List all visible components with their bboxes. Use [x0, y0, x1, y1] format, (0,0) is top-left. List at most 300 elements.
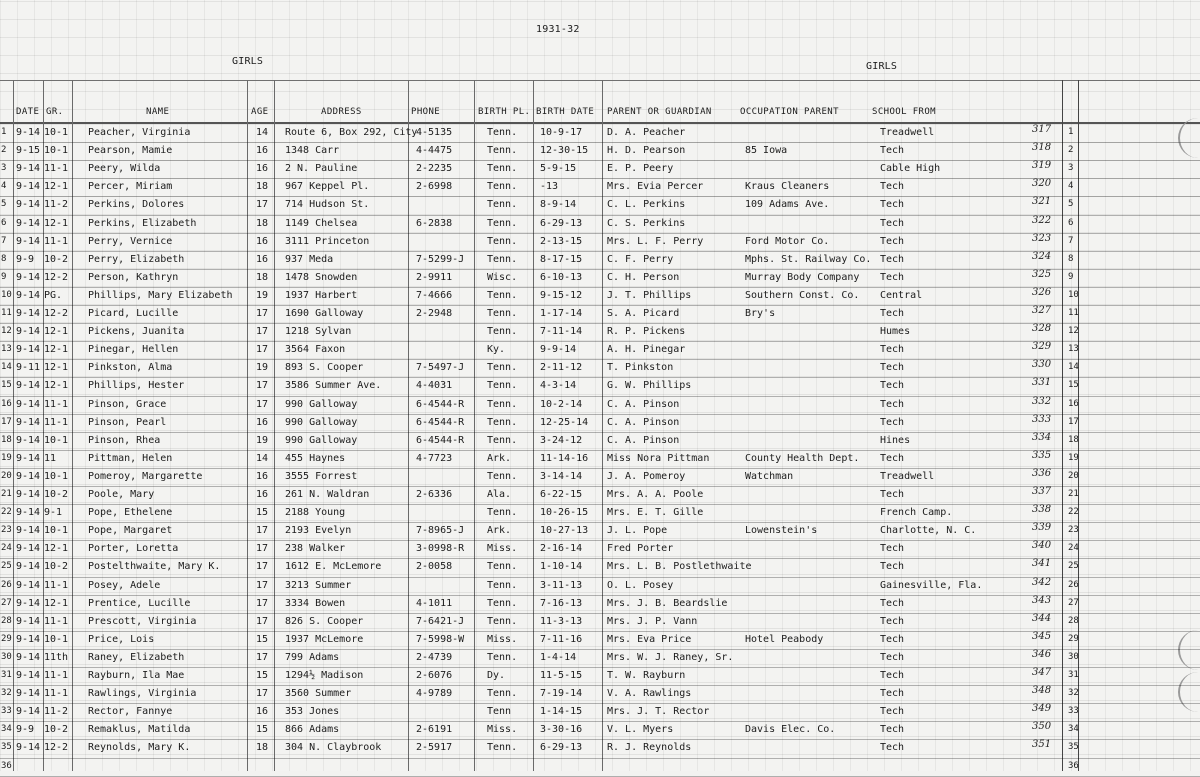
row-number: 14	[1, 362, 12, 373]
address-cell: 3111 Princeton	[285, 235, 370, 247]
row-number-right: 34	[1068, 724, 1079, 735]
register-number-cell: 334	[1032, 431, 1052, 443]
register-number-cell: 329	[1032, 341, 1052, 353]
age-cell: 17	[256, 597, 269, 609]
table-row	[0, 359, 1200, 377]
row-number-right: 10	[1068, 289, 1079, 300]
parent-cell: C. A. Pinson	[607, 434, 680, 446]
school-from-cell: Tech	[880, 181, 905, 193]
birth-place-cell: Ky.	[487, 344, 506, 356]
register-number-cell: 324	[1032, 250, 1052, 262]
date-cell: 9-14	[16, 271, 41, 283]
occupation-cell: Watchman	[745, 470, 794, 482]
birth-place-cell: Tenn.	[487, 253, 518, 265]
parent-cell: C. S. Perkins	[607, 217, 686, 229]
address-cell: 2 N. Pauline	[285, 163, 358, 175]
col-header-occupation: OCCUPATION PARENT	[740, 107, 839, 117]
grade-cell: 11-1	[44, 398, 69, 410]
phone-cell: 2-4739	[416, 651, 453, 663]
date-cell: 9-14	[16, 217, 41, 229]
name-cell: Phillips, Hester	[88, 380, 185, 392]
birth-date-cell: 12-25-14	[540, 416, 589, 428]
table-row	[0, 540, 1200, 558]
col-header-birth-date: BIRTH DATE	[536, 107, 595, 117]
table-row	[0, 196, 1200, 214]
row-number: 6	[1, 217, 7, 228]
address-cell: 238 Walker	[285, 543, 346, 555]
grade-cell: 9-1	[44, 507, 63, 519]
age-cell: 17	[256, 398, 269, 410]
date-cell: 9-14	[16, 416, 41, 428]
birth-place-cell: Tenn	[487, 706, 512, 718]
register-number-cell: 349	[1032, 703, 1052, 715]
register-number-cell: 326	[1032, 286, 1052, 298]
parent-cell: J. T. Phillips	[607, 289, 692, 301]
name-cell: Perry, Vernice	[88, 235, 173, 247]
birth-place-cell: Tenn.	[487, 579, 518, 591]
age-cell: 15	[256, 670, 269, 681]
parent-cell: J. L. Pope	[607, 525, 668, 537]
date-cell: 9-14	[16, 235, 41, 247]
address-cell: 866 Adams	[285, 724, 340, 736]
phone-cell: 2-5917	[416, 742, 453, 754]
date-cell: 9-14	[16, 615, 41, 627]
row-number-right: 6	[1068, 217, 1074, 228]
row-number: 24	[1, 543, 12, 554]
age-cell: 19	[256, 362, 269, 374]
row-number-right: 4	[1068, 181, 1074, 192]
parent-cell: Mrs. Eva Price	[607, 633, 692, 645]
name-cell: Raney, Elizabeth	[88, 651, 185, 663]
date-cell: 9-9	[16, 253, 35, 265]
name-cell: Pinson, Rhea	[88, 434, 161, 446]
name-cell: Price, Lois	[88, 633, 155, 645]
phone-cell: 2-6998	[416, 181, 453, 193]
table-row	[0, 631, 1200, 649]
age-cell: 14	[256, 452, 269, 464]
name-cell: Pinson, Pearl	[88, 416, 167, 428]
grade-cell: 12-1	[44, 380, 69, 392]
phone-cell: 7-5497-J	[416, 362, 465, 374]
name-cell: Reynolds, Mary K.	[88, 742, 191, 754]
row-rule	[0, 776, 1200, 777]
table-row	[0, 649, 1200, 667]
row-number: 35	[1, 742, 12, 753]
row-number-right: 16	[1068, 398, 1079, 409]
school-from-cell: Tech	[880, 452, 905, 464]
grade-cell: 10-1	[44, 525, 69, 537]
address-cell: 1612 E. McLemore	[285, 561, 382, 573]
row-number-right: 29	[1068, 633, 1079, 644]
birth-place-cell: Tenn.	[487, 507, 518, 519]
register-number-cell: 351	[1032, 739, 1052, 751]
school-from-cell: Central	[880, 289, 923, 301]
grade-cell: 10-2	[44, 253, 69, 265]
row-number: 36	[1, 760, 12, 771]
row-number-right: 18	[1068, 434, 1079, 445]
row-number: 19	[1, 452, 12, 463]
grade-cell: 12-2	[44, 742, 69, 754]
col-header-date: DATE	[16, 107, 40, 117]
parent-cell: Mrs. J. P. Vann	[607, 615, 698, 627]
row-number-right: 32	[1068, 688, 1079, 699]
row-number: 16	[1, 398, 12, 409]
table-row	[0, 758, 1200, 776]
row-number-right: 26	[1068, 579, 1079, 590]
table-row	[0, 305, 1200, 323]
row-number-right: 11	[1068, 308, 1079, 318]
school-from-cell: French Camp.	[880, 507, 953, 519]
row-number: 7	[1, 235, 7, 246]
school-from-cell: Hines	[880, 434, 911, 446]
table-row	[0, 558, 1200, 576]
row-number: 11	[1, 308, 12, 318]
school-from-cell: Tech	[880, 199, 905, 211]
birth-place-cell: Tenn.	[487, 416, 518, 428]
school-from-cell: Tech	[880, 597, 905, 609]
school-from-cell: Tech	[880, 308, 905, 319]
header-top-rule	[0, 80, 1200, 81]
school-from-cell: Charlotte, N. C.	[880, 525, 977, 537]
birth-date-cell: 2-16-14	[540, 543, 583, 555]
row-number-right: 27	[1068, 597, 1079, 608]
date-cell: 9-14	[16, 633, 41, 645]
date-cell: 9-14	[16, 688, 41, 700]
school-from-cell: Tech	[880, 688, 905, 700]
age-cell: 17	[256, 543, 269, 555]
address-cell: 1348 Carr	[285, 145, 340, 157]
table-row	[0, 432, 1200, 450]
birth-date-cell: 10-26-15	[540, 507, 589, 519]
date-cell: 9-14	[16, 597, 41, 609]
name-cell: Pearson, Mamie	[88, 145, 173, 157]
birth-place-cell: Ark.	[487, 452, 512, 464]
address-cell: 1218 Sylvan	[285, 326, 352, 338]
row-number-right: 24	[1068, 543, 1079, 554]
date-cell: 9-14	[16, 579, 41, 591]
table-row	[0, 450, 1200, 468]
row-number-right: 17	[1068, 416, 1079, 427]
birth-date-cell: 12-30-15	[540, 145, 589, 157]
name-cell: Porter, Loretta	[88, 543, 179, 555]
birth-date-cell: 8-9-14	[540, 199, 577, 211]
name-cell: Postelthwaite, Mary K.	[88, 561, 221, 573]
name-cell: Prescott, Virginia	[88, 615, 197, 627]
parent-cell: Mrs. J. B. Beardslie	[607, 597, 728, 609]
row-number: 13	[1, 344, 12, 355]
school-from-cell: Tech	[880, 398, 905, 410]
parent-cell: R. J. Reynolds	[607, 742, 692, 754]
table-row	[0, 667, 1200, 685]
address-cell: 304 N. Claybrook	[285, 742, 382, 754]
name-cell: Peacher, Virginia	[88, 127, 191, 138]
age-cell: 17	[256, 380, 269, 392]
birth-date-cell: 1-10-14	[540, 561, 583, 573]
phone-cell: 3-0998-R	[416, 543, 465, 555]
occupation-cell: 85 Iowa	[745, 145, 788, 157]
table-row	[0, 703, 1200, 721]
row-number: 30	[1, 651, 12, 662]
col-header-birth-place: BIRTH PL.	[478, 107, 531, 117]
occupation-cell: Southern Const. Co.	[745, 289, 860, 301]
register-number-cell: 338	[1032, 504, 1052, 516]
row-number: 2	[1, 145, 7, 156]
date-cell: 9-14	[16, 651, 41, 663]
row-number-right: 20	[1068, 470, 1079, 481]
row-number-right: 19	[1068, 452, 1079, 463]
col-header-parent: PARENT OR GUARDIAN	[607, 107, 712, 117]
name-cell: Posey, Adele	[88, 579, 161, 591]
birth-date-cell: 1-4-14	[540, 651, 577, 663]
name-cell: Pomeroy, Margarette	[88, 470, 203, 482]
row-number-right: 36	[1068, 760, 1079, 771]
birth-date-cell: 6-22-15	[540, 489, 583, 500]
parent-cell: C. F. Perry	[607, 253, 674, 265]
name-cell: Pinson, Grace	[88, 398, 167, 410]
grade-cell: 10-1	[44, 470, 69, 482]
name-cell: Phillips, Mary Elizabeth	[88, 289, 233, 301]
register-number-cell: 332	[1032, 395, 1052, 407]
date-cell: 9-14	[16, 434, 41, 446]
table-row	[0, 178, 1200, 196]
parent-cell: R. P. Pickens	[607, 326, 686, 338]
row-number: 29	[1, 633, 12, 644]
parent-cell: C. L. Perkins	[607, 199, 686, 211]
address-cell: 1937 McLemore	[285, 633, 364, 645]
age-cell: 16	[256, 235, 269, 247]
phone-cell: 7-6421-J	[416, 615, 465, 627]
phone-cell: 2-6191	[416, 724, 453, 736]
grade-cell: 10-1	[44, 633, 69, 645]
row-number: 18	[1, 434, 12, 445]
birth-date-cell: 2-11-12	[540, 362, 583, 374]
row-number: 12	[1, 326, 12, 337]
phone-cell: 2-0058	[416, 561, 453, 573]
name-cell: Rayburn, Ila Mae	[88, 670, 185, 681]
register-number-cell: 347	[1032, 667, 1052, 678]
register-number-cell: 323	[1032, 232, 1052, 244]
birth-place-cell: Tenn.	[487, 308, 518, 319]
register-number-cell: 343	[1032, 594, 1052, 606]
phone-cell: 7-4666	[416, 289, 453, 301]
parent-cell: V. L. Myers	[607, 724, 674, 736]
date-cell: 9-14	[16, 344, 41, 356]
birth-place-cell: Tenn.	[487, 127, 518, 138]
row-number-right: 14	[1068, 362, 1079, 373]
birth-place-cell: Ark.	[487, 525, 512, 537]
register-number-cell: 344	[1032, 612, 1052, 624]
occupation-cell: Lowenstein's	[745, 525, 818, 537]
date-cell: 9-14	[16, 489, 41, 500]
row-number: 20	[1, 470, 12, 481]
grade-cell: PG.	[44, 289, 63, 301]
row-number: 25	[1, 561, 12, 572]
address-cell: 937 Meda	[285, 253, 334, 265]
birth-place-cell: Tenn.	[487, 688, 518, 700]
phone-cell: 6-2838	[416, 217, 453, 229]
age-cell: 17	[256, 651, 269, 663]
school-from-cell: Tech	[880, 380, 905, 392]
grade-cell: 11-1	[44, 688, 69, 700]
grade-cell: 11-1	[44, 163, 69, 175]
phone-cell: 4-4475	[416, 145, 453, 157]
birth-place-cell: Tenn.	[487, 398, 518, 410]
table-row	[0, 739, 1200, 757]
register-number-cell: 330	[1032, 359, 1052, 371]
address-cell: Route 6, Box 292, City	[285, 127, 418, 138]
birth-place-cell: Tenn.	[487, 651, 518, 663]
table-row	[0, 468, 1200, 486]
register-number-cell: 317	[1032, 124, 1052, 135]
birth-date-cell: 10-2-14	[540, 398, 583, 410]
phone-cell: 6-4544-R	[416, 416, 465, 428]
grade-cell: 11-2	[44, 199, 69, 211]
birth-date-cell: 6-29-13	[540, 217, 583, 229]
date-cell: 9-14	[16, 380, 41, 392]
school-from-cell: Tech	[880, 742, 905, 754]
address-cell: 1294½ Madison	[285, 670, 364, 681]
grade-cell: 12-1	[44, 362, 69, 374]
name-cell: Perkins, Dolores	[88, 199, 185, 211]
row-number-right: 2	[1068, 145, 1074, 156]
school-from-cell: Treadwell	[880, 127, 935, 138]
address-cell: 1149 Chelsea	[285, 217, 358, 229]
age-cell: 14	[256, 127, 269, 138]
date-cell: 9-14	[16, 525, 41, 537]
phone-cell: 4-1011	[416, 597, 453, 609]
row-number-right: 31	[1068, 670, 1079, 680]
row-number-right: 30	[1068, 651, 1079, 662]
occupation-cell: Hotel Peabody	[745, 633, 824, 645]
parent-cell: G. W. Phillips	[607, 380, 692, 392]
row-number: 27	[1, 597, 12, 608]
birth-place-cell: Tenn.	[487, 362, 518, 374]
birth-place-cell: Tenn.	[487, 326, 518, 338]
birth-date-cell: 11-14-16	[540, 452, 589, 464]
birth-place-cell: Tenn.	[487, 145, 518, 157]
school-from-cell: Cable High	[880, 163, 941, 175]
register-number-cell: 342	[1032, 576, 1052, 588]
date-cell: 9-14	[16, 452, 41, 464]
table-row	[0, 486, 1200, 504]
name-cell: Poole, Mary	[88, 489, 155, 500]
address-cell: 1937 Harbert	[285, 289, 358, 301]
table-row	[0, 142, 1200, 160]
age-cell: 16	[256, 470, 269, 482]
row-number-right: 15	[1068, 380, 1079, 391]
parent-cell: T. W. Rayburn	[607, 670, 686, 681]
col-header-age: AGE	[251, 107, 269, 117]
row-number-right: 7	[1068, 235, 1074, 246]
birth-place-cell: Tenn.	[487, 742, 518, 754]
row-number: 33	[1, 706, 12, 717]
table-row	[0, 323, 1200, 341]
birth-place-cell: Tenn.	[487, 217, 518, 229]
row-number-right: 5	[1068, 199, 1074, 210]
phone-cell: 6-4544-R	[416, 398, 465, 410]
school-from-cell: Tech	[880, 706, 905, 718]
row-number-right: 12	[1068, 326, 1079, 337]
phone-cell: 4-4031	[416, 380, 453, 392]
register-number-cell: 339	[1032, 522, 1052, 534]
table-row	[0, 124, 1200, 142]
occupation-cell: 109 Adams Ave.	[745, 199, 830, 211]
birth-place-cell: Tenn.	[487, 181, 518, 193]
address-cell: 353 Jones	[285, 706, 340, 718]
age-cell: 16	[256, 416, 269, 428]
school-from-cell: Tech	[880, 416, 905, 428]
age-cell: 16	[256, 489, 269, 500]
col-header-school-from: SCHOOL FROM	[872, 107, 937, 117]
row-number: 1	[1, 127, 7, 137]
address-cell: 990 Galloway	[285, 434, 358, 446]
table-row	[0, 215, 1200, 233]
table-row	[0, 577, 1200, 595]
birth-place-cell: Wisc.	[487, 271, 518, 283]
parent-cell: S. A. Picard	[607, 308, 680, 319]
grade-cell: 12-1	[44, 217, 69, 229]
year-heading: 1931-32	[536, 24, 580, 35]
table-row	[0, 504, 1200, 522]
register-number-cell: 345	[1032, 630, 1052, 642]
row-number: 22	[1, 507, 12, 518]
age-cell: 17	[256, 199, 269, 211]
grade-cell: 12-2	[44, 308, 69, 319]
school-from-cell: Tech	[880, 543, 905, 555]
row-number: 26	[1, 579, 12, 590]
phone-cell: 2-9911	[416, 271, 453, 283]
school-from-cell: Tech	[880, 670, 905, 681]
age-cell: 17	[256, 326, 269, 338]
birth-place-cell: Ala.	[487, 489, 512, 500]
birth-date-cell: 7-11-16	[540, 633, 583, 645]
birth-place-cell: Tenn.	[487, 289, 518, 301]
address-cell: 261 N. Waldran	[285, 489, 370, 500]
col-header-address: ADDRESS	[321, 107, 362, 117]
register-number-cell: 340	[1032, 540, 1052, 552]
row-number: 9	[1, 271, 7, 282]
school-from-cell: Tech	[880, 651, 905, 663]
table-row	[0, 269, 1200, 287]
school-from-cell: Tech	[880, 615, 905, 627]
date-cell: 9-14	[16, 163, 41, 175]
age-cell: 16	[256, 163, 269, 175]
address-cell: 714 Hudson St.	[285, 199, 370, 211]
address-cell: 455 Haynes	[285, 452, 346, 464]
grade-cell: 11-1	[44, 615, 69, 627]
grade-cell: 11-1	[44, 235, 69, 247]
school-from-cell: Tech	[880, 145, 905, 157]
table-row	[0, 233, 1200, 251]
age-cell: 18	[256, 217, 269, 229]
phone-cell: 6-4544-R	[416, 434, 465, 446]
grade-cell: 11-1	[44, 579, 69, 591]
date-cell: 9-9	[16, 724, 35, 736]
age-cell: 16	[256, 706, 269, 718]
row-number: 28	[1, 615, 12, 626]
birth-date-cell: -13	[540, 181, 559, 193]
name-cell: Pope, Ethelene	[88, 507, 173, 519]
row-number: 32	[1, 688, 12, 699]
register-number-cell: 335	[1032, 449, 1052, 461]
birth-date-cell: 3-14-14	[540, 470, 583, 482]
grade-cell: 11-1	[44, 416, 69, 428]
table-row	[0, 341, 1200, 359]
school-from-cell: Tech	[880, 561, 905, 573]
row-number: 31	[1, 670, 12, 680]
occupation-cell: Davis Elec. Co.	[745, 724, 836, 736]
name-cell: Peery, Wilda	[88, 163, 161, 175]
